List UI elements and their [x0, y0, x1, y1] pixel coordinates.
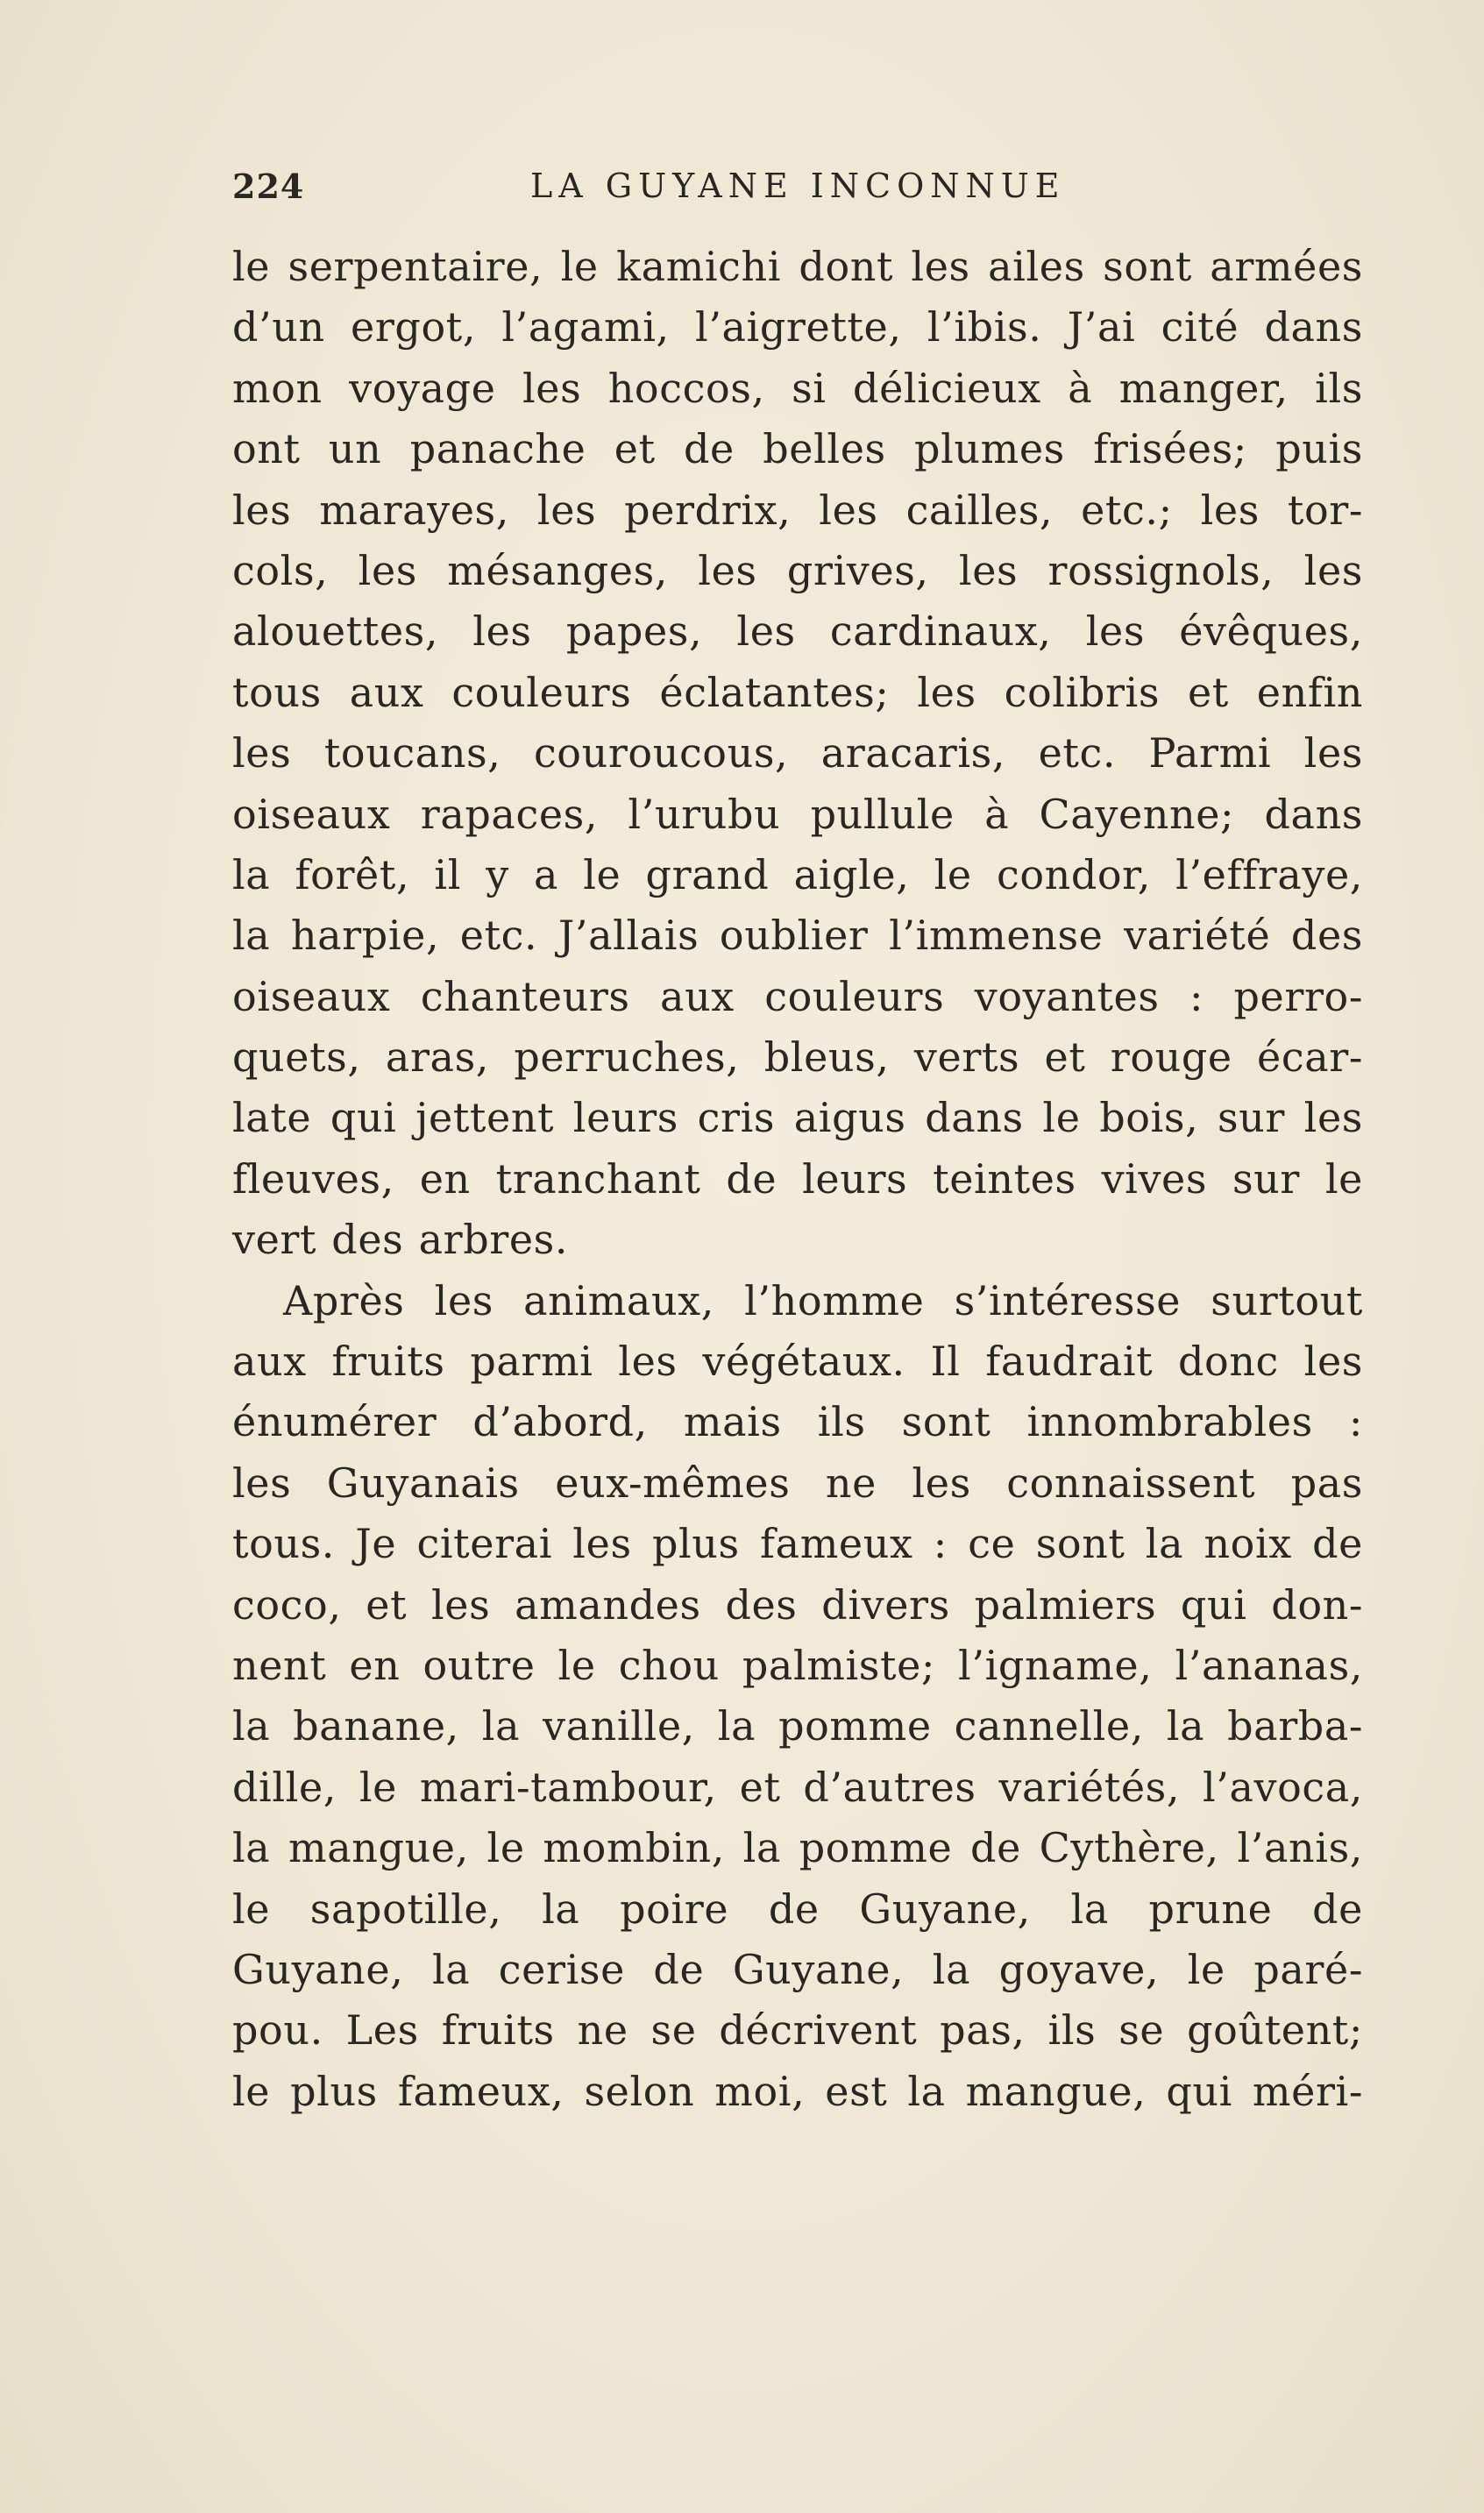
- text-line: les Guyanais eux-mêmes ne les connaissent pas: [232, 1459, 1363, 1507]
- text-line: la mangue, le mombin, la pomme de Cythère, l’anis,: [232, 1824, 1363, 1872]
- page-number: 224: [232, 167, 305, 206]
- text-line: late qui jettent leurs cris aigus dans le bois, sur les: [232, 1094, 1363, 1142]
- text-line: coco, et les amandes des divers palmiers qui don-: [232, 1580, 1363, 1629]
- text-line: mon voyage les hoccos, si délicieux à manger, ils: [232, 364, 1363, 412]
- text-line: le sapotille, la poire de Guyane, la prune de: [232, 1885, 1363, 1933]
- text-line: tous aux couleurs éclatantes; les colibris et enfin: [232, 668, 1363, 716]
- text-line: la banane, la vanille, la pomme cannelle, la barba-: [232, 1702, 1363, 1750]
- text-line: nent en outre le chou palmiste; l’igname, l’ananas,: [232, 1641, 1363, 1689]
- text-line: la forêt, il y a le grand aigle, le condor, l’effraye,: [232, 850, 1363, 898]
- text-line: Après les animaux, l’homme s’intéresse surtout: [283, 1276, 1363, 1324]
- text-line: dille, le mari-tambour, et d’autres variétés, l’avoca,: [232, 1763, 1363, 1811]
- text-line: ont un panache et de belles plumes frisées; puis: [232, 425, 1363, 473]
- text-line: la harpie, etc. J’allais oublier l’immense variété des: [232, 912, 1363, 960]
- text-line: d’un ergot, l’agami, l’aigrette, l’ibis. J’ai cité dans: [232, 303, 1363, 351]
- text-line: Guyane, la cerise de Guyane, la goyave, le paré-: [232, 1945, 1363, 1993]
- text-line: le serpentaire, le kamichi dont les ailes sont armées: [232, 243, 1363, 290]
- text-line: énumérer d’abord, mais ils sont innombrables :: [232, 1398, 1363, 1446]
- text-line: aux fruits parmi les végétaux. Il faudrait donc les: [232, 1338, 1363, 1386]
- text-line: les toucans, couroucous, aracaris, etc. Parmi les: [232, 729, 1363, 777]
- text-line: vert des arbres.: [232, 1216, 569, 1264]
- text-line: cols, les mésanges, les grives, les rossignols, les: [232, 546, 1363, 594]
- text-line: alouettes, les papes, les cardinaux, les évêques,: [232, 607, 1363, 656]
- text-line: oiseaux chanteurs aux couleurs voyantes : perro-: [232, 972, 1363, 1020]
- text-line: les marayes, les perdrix, les cailles, etc.; les tor-: [232, 486, 1363, 534]
- text-line: quets, aras, perruches, bleus, verts et rouge écar-: [232, 1033, 1363, 1082]
- text-line: oiseaux rapaces, l’urubu pullule à Cayenne; dans: [232, 790, 1363, 838]
- running-title: LA GUYANE INCONNUE: [530, 167, 1066, 205]
- text-line: fleuves, en tranchant de leurs teintes vives sur le: [232, 1154, 1363, 1203]
- text-line: le plus fameux, selon moi, est la mangue, qui méri-: [232, 2067, 1363, 2115]
- body-text: [232, 237, 1363, 2122]
- text-line: tous. Je citerai les plus fameux : ce sont la noix de: [232, 1520, 1363, 1568]
- page-header: [232, 167, 1363, 219]
- text-line: pou. Les fruits ne se décrivent pas, ils se goûtent;: [232, 2006, 1363, 2055]
